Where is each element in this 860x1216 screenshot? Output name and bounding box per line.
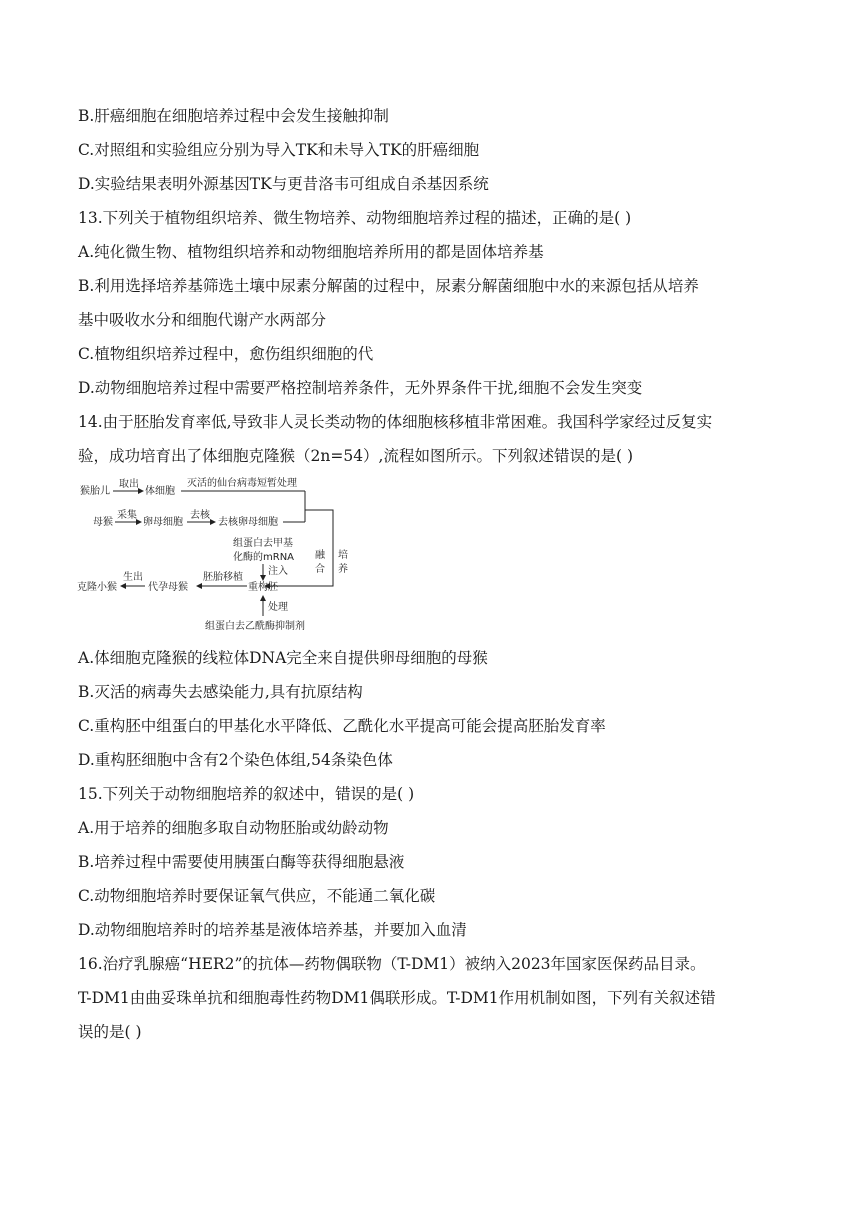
label-take-out: 取出: [119, 479, 139, 490]
label-fuse-1: 融: [315, 550, 325, 561]
question-15: 15.下列关于动物细胞培养的叙述中，错误的是( ): [78, 785, 415, 803]
label-culture-2: 养: [338, 564, 348, 575]
label-virus: 灭活的仙台病毒短暂处理: [187, 478, 297, 489]
line-q13d: D.动物细胞培养过程中需要严格控制培养条件，无外界条件干扰,细胞不会发生突变: [78, 379, 643, 397]
question-14: 14.由于胚胎发育率低,导致非人灵长类动物的体细胞核移植非常困难。我国科学家经过反复实: [78, 413, 713, 431]
label-mrna-1: 组蛋白去甲基: [233, 538, 293, 549]
label-embryo: 重构胚: [248, 582, 278, 593]
label-somatic-cell: 体细胞: [145, 486, 175, 497]
label-collect: 采集: [117, 510, 137, 521]
label-enucleate: 去核: [190, 510, 210, 521]
line-q12b: B.肝癌细胞在细胞培养过程中会发生接触抑制: [78, 107, 389, 125]
label-mother: 母猴: [93, 517, 113, 528]
line-q13b1: B.利用选择培养基筛选土壤中尿素分解菌的过程中，尿素分解菌细胞中水的来源包括从培养: [78, 277, 699, 295]
label-fuse-2: 合: [315, 564, 325, 575]
line-q14-option-c: C.重构胚中组蛋白的甲基化水平降低、乙酰化水平提高可能会提高胚胎发育率: [78, 717, 606, 735]
line-q13b2: 基中吸收水分和细胞代谢产水两部分: [78, 311, 327, 329]
cloning-flow-diagram: [75, 474, 375, 634]
label-clone: 克隆小猴: [77, 582, 117, 593]
line-q16b: T-DM1由曲妥珠单抗和细胞毒性药物DM1偶联形成。T-DM1作用机制如图，下列有关叙述错: [78, 989, 716, 1007]
label-enucleated-oocyte: 去核卵母细胞: [218, 517, 278, 528]
label-birth: 生出: [123, 572, 143, 583]
label-culture-1: 培: [338, 550, 348, 561]
line-q14-option-b: B.灭活的病毒失去感染能力,具有抗原结构: [78, 683, 363, 701]
label-fetus: 猴胎儿: [80, 486, 110, 497]
label-treat: 处理: [268, 602, 288, 613]
question-16: 16.治疗乳腺癌“HER2”的抗体—药物偶联物（T-DM1）被纳入2023年国家医保药品目录。: [78, 955, 706, 973]
line-q15a: A.用于培养的细胞多取自动物胚胎或幼龄动物: [78, 819, 389, 837]
line-q13c: C.植物组织培养过程中，愈伤组织细胞的代: [78, 345, 374, 363]
label-mrna-2: 化酶的mRNA: [233, 552, 295, 563]
line-q13a: A.纯化微生物、植物组织培养和动物细胞培养所用的都是固体培养基: [78, 243, 544, 261]
line-q14b: 验，成功培育出了体细胞克隆猴（2n=54）,流程如图所示。下列叙述错误的是( ): [78, 447, 634, 465]
line-q15b: B.培养过程中需要使用胰蛋白酶等获得细胞悬液: [78, 853, 405, 871]
line-q15d: D.动物细胞培养时的培养基是液体培养基，并要加入血清: [78, 921, 467, 939]
line-q12d: D.实验结果表明外源基因TK与更昔洛韦可组成自杀基因系统: [78, 175, 489, 193]
line-q12c: C.对照组和实验组应分别为导入TK和未导入TK的肝癌细胞: [78, 141, 480, 159]
label-inject: 注入: [268, 566, 288, 577]
line-q14-option-a: A.体细胞克隆猴的线粒体DNA完全来自提供卵母细胞的母猴: [78, 649, 488, 667]
line-q15c: C.动物细胞培养时要保证氧气供应，不能通二氧化碳: [78, 887, 436, 905]
question-13: 13.下列关于植物组织培养、微生物培养、动物细胞培养过程的描述，正确的是( ): [78, 209, 632, 227]
label-surrogate: 代孕母猴: [148, 582, 188, 593]
line-q14-option-d: D.重构胚细胞中含有2个染色体组,54条染色体: [78, 751, 393, 769]
line-q16c: 误的是( ): [78, 1023, 142, 1041]
label-transfer: 胚胎移植: [203, 572, 243, 583]
label-inhibitor: 组蛋白去乙酰酶抑制剂: [205, 621, 305, 632]
label-oocyte: 卵母细胞: [143, 517, 183, 528]
